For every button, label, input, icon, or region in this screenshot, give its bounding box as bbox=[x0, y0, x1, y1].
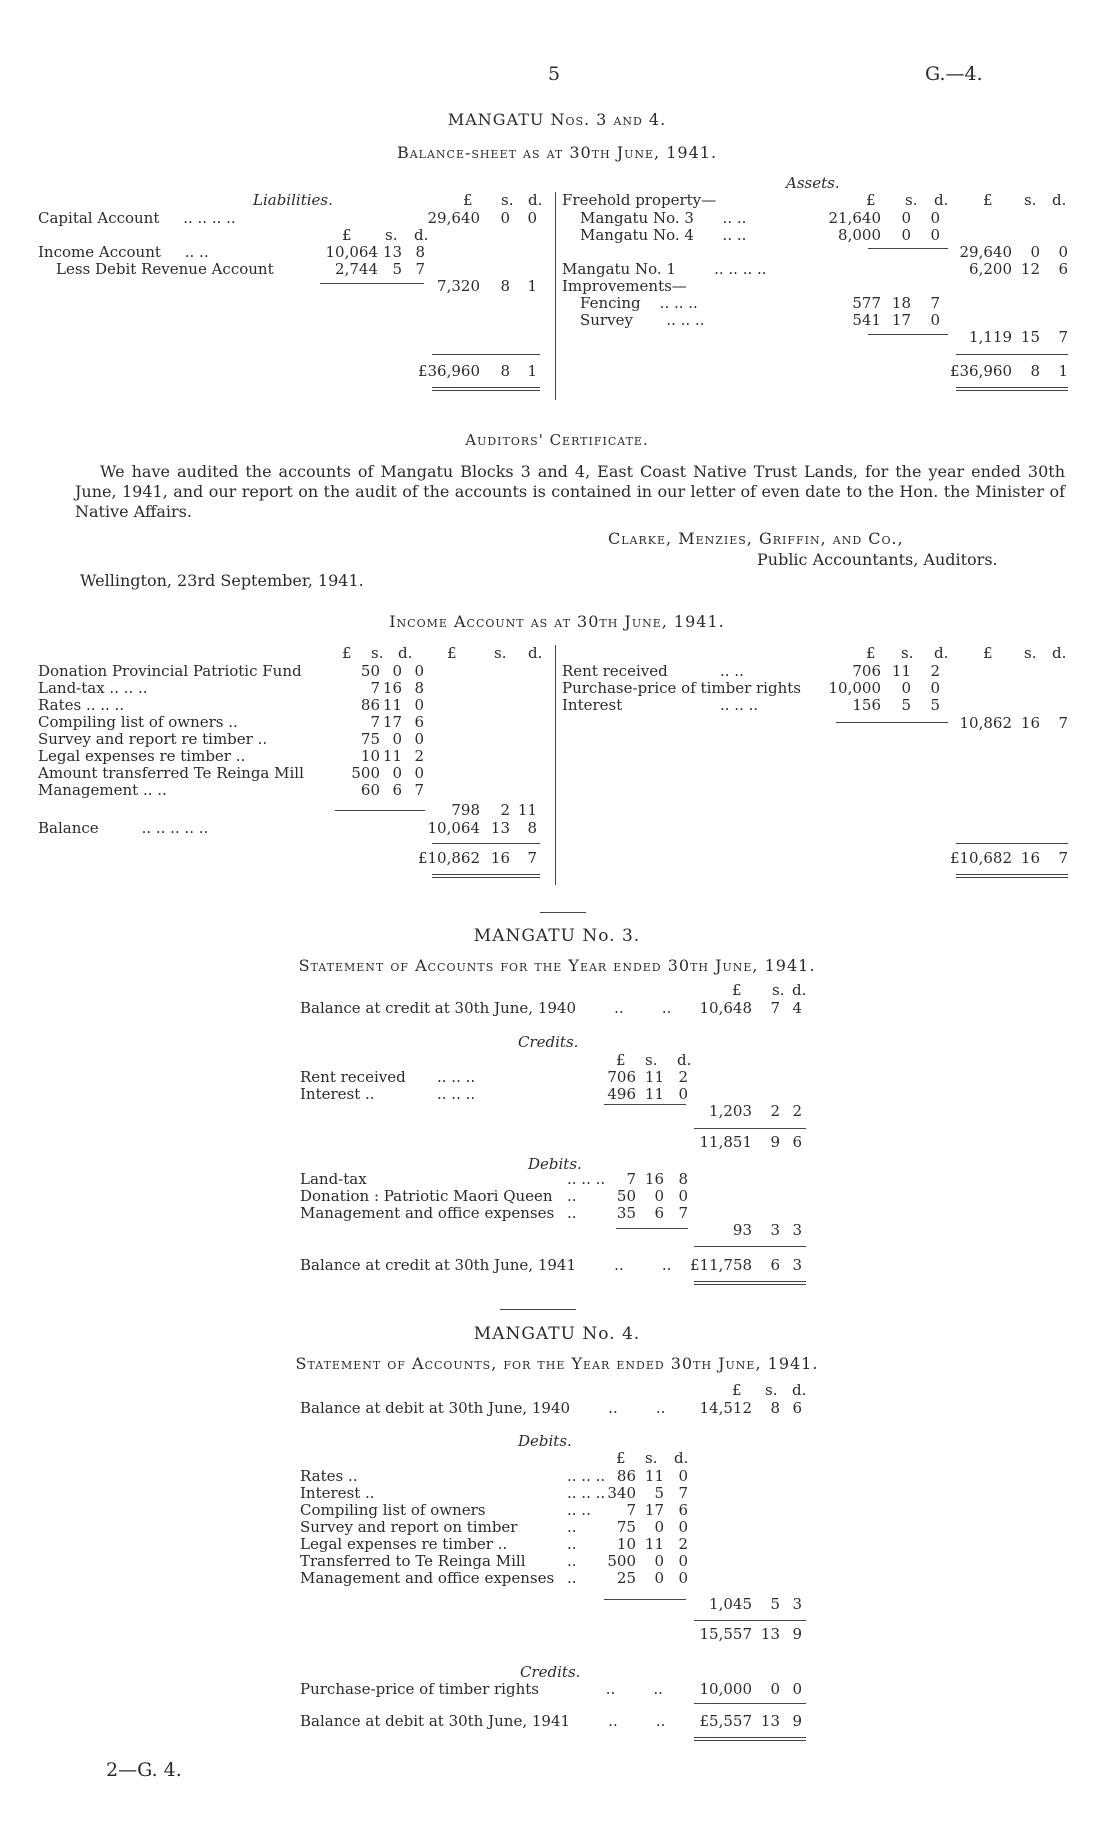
auditors-title: Auditors' Certificate. bbox=[465, 431, 649, 449]
no4-credits-label: Credits. bbox=[520, 1663, 581, 1681]
amount-shillings: 17 bbox=[382, 713, 402, 731]
amount-pounds: 7 bbox=[626, 1501, 636, 1519]
double-rule bbox=[956, 387, 1068, 391]
amount-pounds: 2,744 bbox=[335, 260, 378, 278]
total-shillings: 16 bbox=[490, 849, 510, 867]
no3-subtitle: Statement of Accounts for the Year ended 30th June, 1941. bbox=[298, 956, 816, 975]
amount-shillings: 17 bbox=[644, 1501, 664, 1519]
amount-pence: 8 bbox=[415, 243, 425, 261]
dot-leaders: .. .. .. bbox=[437, 1085, 476, 1103]
total-shillings: 16 bbox=[1020, 849, 1040, 867]
amount-shillings: 8 bbox=[500, 277, 510, 295]
page-number: 5 bbox=[548, 63, 561, 85]
lsd-header: d. bbox=[792, 981, 807, 999]
amount-shillings: 2 bbox=[770, 1102, 780, 1120]
lsd-header: d. bbox=[528, 644, 543, 662]
amount-shillings: 15 bbox=[1020, 328, 1040, 346]
amount-pounds: 340 bbox=[607, 1484, 636, 1502]
balance-sheet-subtitle: Balance-sheet as at 30th June, 1941. bbox=[396, 143, 718, 162]
amount-pence: 8 bbox=[678, 1170, 688, 1188]
total-pounds: £36,960 bbox=[417, 362, 480, 380]
footer-reference: 2—G. 4. bbox=[106, 1759, 182, 1781]
column-divider bbox=[555, 192, 556, 400]
amount-shillings: 17 bbox=[891, 311, 911, 329]
amount-shillings: 12 bbox=[1020, 260, 1040, 278]
ledger-row-label: Interest bbox=[562, 696, 623, 714]
subtotal-pence: 7 bbox=[1058, 714, 1068, 732]
amount-pence: 2 bbox=[792, 1102, 802, 1120]
ledger-row-label: Donation : Patriotic Maori Queen bbox=[300, 1187, 553, 1205]
lsd-header: s. bbox=[645, 1449, 658, 1467]
document-reference: G.—4. bbox=[925, 63, 983, 85]
amount-pounds: 577 bbox=[852, 294, 881, 312]
amount-pounds: 1,119 bbox=[969, 328, 1012, 346]
amount-pence: 0 bbox=[678, 1569, 688, 1587]
subtotal-shillings: 16 bbox=[1020, 714, 1040, 732]
amount-pence: 2 bbox=[930, 662, 940, 680]
amount-pounds: 75 bbox=[360, 730, 380, 748]
amount-pence: 3 bbox=[792, 1221, 802, 1239]
amount-pence: 0 bbox=[1058, 243, 1068, 261]
subtotal-pence: 11 bbox=[517, 801, 537, 819]
amount-pence: 7 bbox=[1058, 328, 1068, 346]
lsd-header: d. bbox=[528, 191, 543, 209]
amount-pence: 6 bbox=[1058, 260, 1068, 278]
amount-pence: 0 bbox=[414, 662, 424, 680]
ledger-row-label: Amount transferred Te Reinga Mill bbox=[38, 764, 304, 782]
ledger-row-label: Land-tax bbox=[300, 1170, 367, 1188]
amount-shillings: 0 bbox=[770, 1680, 780, 1698]
income-account-title: Income Account as at 30th June, 1941. bbox=[389, 612, 725, 631]
lsd-header: s. bbox=[765, 1381, 778, 1399]
amount-shillings: 0 bbox=[901, 679, 911, 697]
amount-pounds: 29,640 bbox=[427, 209, 480, 227]
amount-shillings: 18 bbox=[891, 294, 911, 312]
ledger-row-label: Management .. .. bbox=[38, 781, 167, 799]
amount-pence: 0 bbox=[678, 1518, 688, 1536]
ledger-row-label: Transferred to Te Reinga Mill bbox=[300, 1552, 526, 1570]
balance-sheet-title: MANGATU Nos. 3 and 4. bbox=[447, 110, 667, 129]
dot-leaders: .. bbox=[567, 1187, 577, 1205]
amount-pounds: 14,512 bbox=[699, 1399, 752, 1417]
rule bbox=[956, 843, 1068, 844]
ledger-row-label: Interest .. bbox=[300, 1484, 375, 1502]
amount-pounds: 10,000 bbox=[699, 1680, 752, 1698]
lsd-header: s. bbox=[371, 644, 384, 662]
amount-pence: 0 bbox=[414, 696, 424, 714]
freehold-label: Freehold property— bbox=[562, 191, 717, 209]
amount-pence: 0 bbox=[678, 1187, 688, 1205]
double-rule bbox=[694, 1737, 806, 1741]
lsd-header: d. bbox=[677, 1051, 692, 1069]
amount-shillings: 11 bbox=[644, 1068, 664, 1086]
lsd-header: d. bbox=[934, 191, 949, 209]
lsd-header: s. bbox=[501, 191, 514, 209]
income-balance-label: Balance .. .. .. .. .. bbox=[38, 819, 209, 837]
amount-shillings: 11 bbox=[382, 747, 402, 765]
no3-opening-label: Balance at credit at 30th June, 1940 .. .. bbox=[300, 999, 672, 1017]
amount-pence: 6 bbox=[792, 1399, 802, 1417]
dot-leaders: .. .. .. bbox=[567, 1484, 606, 1502]
ledger-row-label: Rent received bbox=[562, 662, 668, 680]
amount-pence: 7 bbox=[930, 294, 940, 312]
amount-pence: 9 bbox=[792, 1625, 802, 1643]
lsd-header: s. bbox=[901, 644, 914, 662]
amount-pounds: 75 bbox=[616, 1518, 636, 1536]
ledger-row-label: Compiling list of owners bbox=[300, 1501, 486, 1519]
rule bbox=[956, 354, 1068, 355]
amount-pounds: 35 bbox=[616, 1204, 636, 1222]
rule bbox=[694, 1620, 806, 1621]
amount-shillings: 0 bbox=[901, 226, 911, 244]
lsd-header: s. bbox=[645, 1051, 658, 1069]
lsd-header: s. bbox=[1024, 644, 1037, 662]
amount-pence: 0 bbox=[678, 1085, 688, 1103]
amount-shillings: 5 bbox=[654, 1484, 664, 1502]
ledger-row-label: Legal expenses re timber .. bbox=[38, 747, 246, 765]
assets-label: Assets. bbox=[786, 174, 840, 192]
no3-debits-label: Debits. bbox=[528, 1155, 582, 1173]
no4-credits-row-label: Purchase-price of timber rights .. .. bbox=[300, 1680, 663, 1698]
amount-shillings: 6 bbox=[392, 781, 402, 799]
amount-pounds: 706 bbox=[852, 662, 881, 680]
no4-closing-label: Balance at debit at 30th June, 1941 .. .. bbox=[300, 1712, 666, 1730]
place-date: Wellington, 23rd September, 1941. bbox=[80, 571, 364, 590]
no4-debits-label: Debits. bbox=[518, 1432, 572, 1450]
section-separator bbox=[540, 912, 586, 913]
amount-shillings: 0 bbox=[654, 1552, 664, 1570]
lsd-header: d. bbox=[934, 644, 949, 662]
lsd-header: d. bbox=[1052, 191, 1067, 209]
dot-leaders: .. .. bbox=[567, 1501, 591, 1519]
rule bbox=[868, 334, 948, 335]
rule bbox=[836, 722, 948, 723]
lsd-header: s. bbox=[772, 981, 785, 999]
amount-pounds: 86 bbox=[616, 1467, 636, 1485]
section-separator bbox=[500, 1309, 576, 1310]
lsd-header: s. bbox=[905, 191, 918, 209]
lsd-header: £ bbox=[866, 644, 876, 662]
amount-pounds: 1,203 bbox=[709, 1102, 752, 1120]
total-pounds: £5,557 bbox=[699, 1712, 752, 1730]
amount-shillings: 11 bbox=[382, 696, 402, 714]
total-pence: 7 bbox=[527, 849, 537, 867]
amount-shillings: 0 bbox=[500, 209, 510, 227]
dot-leaders: .. .. .. bbox=[567, 1170, 606, 1188]
amount-pounds: 7 bbox=[370, 713, 380, 731]
amount-pence: 0 bbox=[792, 1680, 802, 1698]
rule bbox=[616, 1228, 688, 1229]
amount-pence: 7 bbox=[414, 781, 424, 799]
no4-opening-label: Balance at debit at 30th June, 1940 .. .. bbox=[300, 1399, 666, 1417]
amount-pence: 0 bbox=[930, 209, 940, 227]
dot-leaders: .. bbox=[567, 1204, 577, 1222]
subtotal-pounds: 798 bbox=[451, 801, 480, 819]
amount-shillings: 0 bbox=[654, 1518, 664, 1536]
double-rule bbox=[956, 874, 1068, 878]
amount-pence: 6 bbox=[414, 713, 424, 731]
amount-pounds: 500 bbox=[607, 1552, 636, 1570]
amount-shillings: 11 bbox=[644, 1085, 664, 1103]
lsd-header: s. bbox=[385, 226, 398, 244]
lsd-header: £ bbox=[983, 644, 993, 662]
amount-pence: 0 bbox=[930, 679, 940, 697]
ledger-row-label: Management and office expenses bbox=[300, 1569, 555, 1587]
amount-pence: 0 bbox=[678, 1552, 688, 1570]
amount-shillings: 9 bbox=[770, 1133, 780, 1151]
total-pounds: £10,682 bbox=[949, 849, 1012, 867]
no3-closing-label: Balance at credit at 30th June, 1941 .. .. bbox=[300, 1256, 672, 1274]
lsd-header: £ bbox=[732, 1381, 742, 1399]
amount-shillings: 0 bbox=[654, 1187, 664, 1205]
rule bbox=[868, 248, 948, 249]
amount-pounds: 10 bbox=[616, 1535, 636, 1553]
lsd-header: £ bbox=[616, 1051, 626, 1069]
subtotal-shillings: 2 bbox=[500, 801, 510, 819]
amount-pence: 7 bbox=[415, 260, 425, 278]
amount-shillings: 6 bbox=[654, 1204, 664, 1222]
amount-shillings: 5 bbox=[770, 1595, 780, 1613]
lsd-header: s. bbox=[1024, 191, 1037, 209]
ledger-row-label: Survey and report on timber bbox=[300, 1518, 518, 1536]
no3-title: MANGATU No. 3. bbox=[473, 926, 641, 946]
amount-pounds: 156 bbox=[852, 696, 881, 714]
amount-pounds: 15,557 bbox=[699, 1625, 752, 1643]
amount-shillings: 13 bbox=[490, 819, 510, 837]
amount-pounds: 60 bbox=[360, 781, 380, 799]
amount-pounds: 1,045 bbox=[709, 1595, 752, 1613]
rule bbox=[694, 1128, 806, 1129]
dot-leaders: .. .. .. bbox=[437, 1068, 476, 1086]
total-pence: 3 bbox=[792, 1256, 802, 1274]
less-debit-label: Less Debit Revenue Account bbox=[56, 260, 274, 278]
total-pounds: £11,758 bbox=[690, 1256, 753, 1274]
amount-pounds: 541 bbox=[852, 311, 881, 329]
asset-row-label: Survey .. .. .. bbox=[580, 311, 705, 329]
dot-leaders: .. .. .. bbox=[567, 1467, 606, 1485]
lsd-header: £ bbox=[732, 981, 742, 999]
capital-account-label: Capital Account .. .. .. .. bbox=[38, 209, 236, 227]
ledger-row-label: Rates .. bbox=[300, 1467, 358, 1485]
total-pence: 7 bbox=[1058, 849, 1068, 867]
no4-title: MANGATU No. 4. bbox=[473, 1324, 641, 1344]
total-pence: 1 bbox=[1058, 362, 1068, 380]
lsd-header: d. bbox=[674, 1449, 689, 1467]
asset-row-label: Mangatu No. 1 .. .. .. .. bbox=[562, 260, 767, 278]
subtotal-pounds: 10,862 bbox=[959, 714, 1012, 732]
lsd-header: d. bbox=[792, 1381, 807, 1399]
ledger-row-label: Compiling list of owners .. bbox=[38, 713, 238, 731]
amount-pence: 0 bbox=[527, 209, 537, 227]
ledger-row-label: Legal expenses re timber .. bbox=[300, 1535, 508, 1553]
lsd-header: £ bbox=[447, 644, 457, 662]
total-pounds: £10,862 bbox=[417, 849, 480, 867]
asset-row-label: Mangatu No. 3 .. .. bbox=[580, 209, 747, 227]
dot-leaders: .. bbox=[567, 1535, 577, 1553]
amount-shillings: 16 bbox=[382, 679, 402, 697]
amount-pounds: 10,648 bbox=[699, 999, 752, 1017]
amount-pence: 6 bbox=[678, 1501, 688, 1519]
amount-pounds: 21,640 bbox=[828, 209, 881, 227]
rule bbox=[432, 843, 540, 844]
amount-shillings: 5 bbox=[901, 696, 911, 714]
ledger-row-label: Management and office expenses bbox=[300, 1204, 555, 1222]
lsd-header: £ bbox=[463, 191, 473, 209]
ledger-row-label: Rent received bbox=[300, 1068, 406, 1086]
amount-pence: 7 bbox=[678, 1204, 688, 1222]
amount-pounds: 93 bbox=[732, 1221, 752, 1239]
amount-shillings: 11 bbox=[644, 1467, 664, 1485]
amount-pounds: 6,200 bbox=[969, 260, 1012, 278]
amount-pounds: 496 bbox=[607, 1085, 636, 1103]
amount-pence: 0 bbox=[930, 311, 940, 329]
amount-shillings: 13 bbox=[382, 243, 402, 261]
rule bbox=[604, 1104, 686, 1105]
amount-pounds: 8,000 bbox=[838, 226, 881, 244]
amount-shillings: 0 bbox=[392, 764, 402, 782]
lsd-header: d. bbox=[1052, 644, 1067, 662]
total-shillings: 8 bbox=[1030, 362, 1040, 380]
double-rule bbox=[694, 1281, 806, 1285]
dot-leaders: .. .. .. bbox=[720, 696, 759, 714]
amount-pence: 0 bbox=[678, 1467, 688, 1485]
ledger-row-label: Purchase-price of timber rights bbox=[562, 679, 801, 697]
amount-pence: 4 bbox=[792, 999, 802, 1017]
amount-pounds: 25 bbox=[616, 1569, 636, 1587]
amount-shillings: 5 bbox=[392, 260, 402, 278]
amount-pence: 2 bbox=[678, 1068, 688, 1086]
rule bbox=[694, 1703, 806, 1704]
amount-pounds: 50 bbox=[616, 1187, 636, 1205]
amount-pence: 1 bbox=[527, 277, 537, 295]
auditor-firm: Clarke, Menzies, Griffin, and Co., bbox=[608, 529, 904, 548]
total-pence: 9 bbox=[792, 1712, 802, 1730]
amount-shillings: 0 bbox=[654, 1569, 664, 1587]
amount-shillings: 0 bbox=[392, 730, 402, 748]
amount-pence: 2 bbox=[678, 1535, 688, 1553]
amount-pence: 3 bbox=[792, 1595, 802, 1613]
lsd-header: d. bbox=[414, 226, 429, 244]
amount-pounds: 29,640 bbox=[959, 243, 1012, 261]
auditors-certificate-text: We have audited the accounts of Mangatu Blocks 3 and 4, East Coast Native Trust Lands, for the year ended 30th June, 1941, and our report on the audit of the accounts is contained in our letter of even date to the Hon. the Minister of Native Affairs. bbox=[75, 462, 1065, 521]
liabilities-label: Liabilities. bbox=[253, 191, 333, 209]
total-pounds: £36,960 bbox=[949, 362, 1012, 380]
amount-shillings: 0 bbox=[1030, 243, 1040, 261]
amount-pence: 0 bbox=[414, 730, 424, 748]
ledger-row-label: Interest .. bbox=[300, 1085, 375, 1103]
rule bbox=[604, 1599, 686, 1600]
amount-shillings: 0 bbox=[901, 209, 911, 227]
lsd-header: s. bbox=[494, 644, 507, 662]
no4-subtitle: Statement of Accounts, for the Year ended 30th June, 1941. bbox=[295, 1354, 819, 1373]
amount-pounds: 10,064 bbox=[427, 819, 480, 837]
lsd-header: £ bbox=[866, 191, 876, 209]
no3-credits-label: Credits. bbox=[518, 1033, 579, 1051]
lsd-header: £ bbox=[342, 644, 352, 662]
double-rule bbox=[432, 387, 540, 391]
lsd-header: d. bbox=[398, 644, 413, 662]
rule bbox=[694, 1246, 806, 1247]
income-account-label: Income Account .. .. bbox=[38, 243, 209, 261]
amount-shillings: 11 bbox=[891, 662, 911, 680]
amount-pounds: 500 bbox=[351, 764, 380, 782]
amount-shillings: 16 bbox=[644, 1170, 664, 1188]
dot-leaders: .. bbox=[567, 1552, 577, 1570]
amount-pounds: 10 bbox=[360, 747, 380, 765]
total-shillings: 6 bbox=[770, 1256, 780, 1274]
ledger-row-label: Land-tax .. .. .. bbox=[38, 679, 148, 697]
ledger-row-label: Donation Provincial Patriotic Fund bbox=[38, 662, 302, 680]
dot-leaders: .. .. bbox=[720, 662, 744, 680]
total-pence: 1 bbox=[527, 362, 537, 380]
auditor-role: Public Accountants, Auditors. bbox=[757, 550, 998, 569]
amount-pounds: 10,000 bbox=[828, 679, 881, 697]
lsd-header: £ bbox=[983, 191, 993, 209]
lsd-header: £ bbox=[616, 1449, 626, 1467]
amount-pounds: 86 bbox=[360, 696, 380, 714]
asset-row-label: Mangatu No. 4 .. .. bbox=[580, 226, 747, 244]
amount-pence: 0 bbox=[414, 764, 424, 782]
amount-pence: 2 bbox=[414, 747, 424, 765]
amount-pounds: 7 bbox=[370, 679, 380, 697]
amount-pounds: 50 bbox=[360, 662, 380, 680]
total-shillings: 8 bbox=[500, 362, 510, 380]
rule bbox=[432, 354, 540, 355]
amount-pounds: 7 bbox=[626, 1170, 636, 1188]
amount-shillings: 8 bbox=[770, 1399, 780, 1417]
ledger-row-label: Rates .. .. .. bbox=[38, 696, 125, 714]
improvements-label: Improvements— bbox=[562, 277, 687, 295]
amount-pence: 8 bbox=[414, 679, 424, 697]
amount-shillings: 0 bbox=[392, 662, 402, 680]
lsd-header: £ bbox=[342, 226, 352, 244]
amount-pence: 8 bbox=[527, 819, 537, 837]
total-shillings: 13 bbox=[760, 1712, 780, 1730]
amount-shillings: 13 bbox=[760, 1625, 780, 1643]
double-rule bbox=[432, 874, 540, 878]
amount-shillings: 3 bbox=[770, 1221, 780, 1239]
column-divider bbox=[555, 645, 556, 885]
amount-pounds: 11,851 bbox=[699, 1133, 752, 1151]
amount-pence: 7 bbox=[678, 1484, 688, 1502]
amount-pounds: 706 bbox=[607, 1068, 636, 1086]
amount-pounds: 7,320 bbox=[437, 277, 480, 295]
asset-row-label: Fencing .. .. .. bbox=[580, 294, 698, 312]
amount-pounds: 10,064 bbox=[325, 243, 378, 261]
amount-pence: 5 bbox=[930, 696, 940, 714]
amount-pence: 0 bbox=[930, 226, 940, 244]
ledger-row-label: Survey and report re timber .. bbox=[38, 730, 268, 748]
dot-leaders: .. bbox=[567, 1569, 577, 1587]
dot-leaders: .. bbox=[567, 1518, 577, 1536]
amount-shillings: 7 bbox=[770, 999, 780, 1017]
amount-shillings: 11 bbox=[644, 1535, 664, 1553]
amount-pence: 6 bbox=[792, 1133, 802, 1151]
